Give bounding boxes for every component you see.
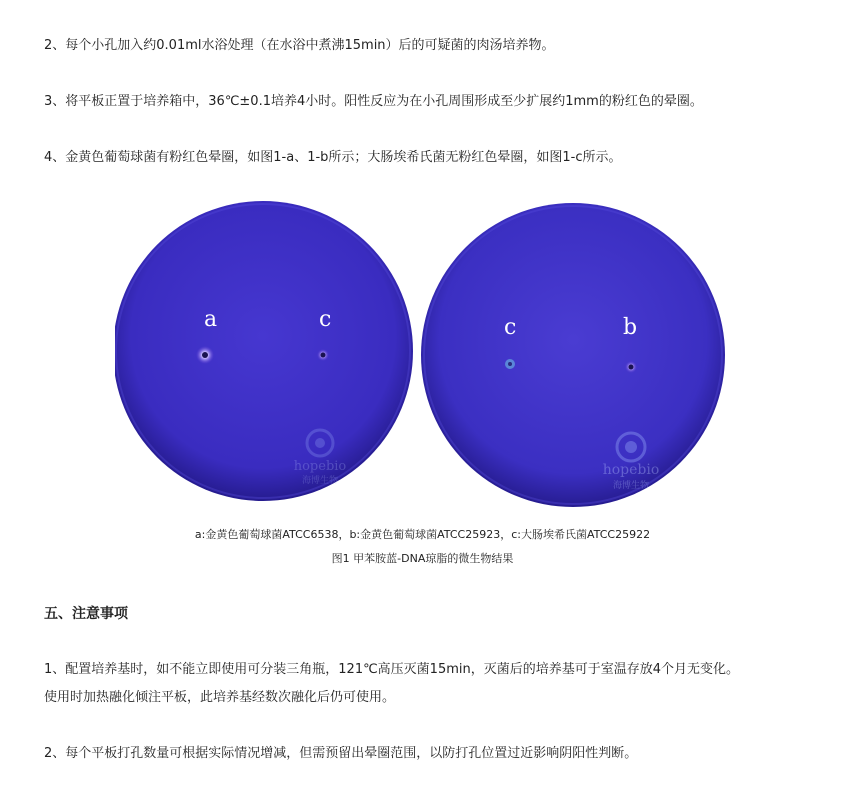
watermark-sub-left: 海博生物 [301,476,339,486]
petri-dish-figure [115,198,735,510]
label-a: a [204,307,218,332]
note-2-text: 2、每个平板打孔数量可根据实际情况增减，但需预留出晕圈范围，以防打孔位置过近影响阴阳性判断。 [44,746,638,761]
colony-b [629,365,634,370]
watermark-sub: 海博生物 [612,481,650,491]
note-1-line-2: 使用时加热融化倾注平板，此培养基经数次融化后仍可使用。 [44,690,396,705]
note-1-line-1: 1、配置培养基时，如不能立即使用可分装三角瓶，121℃高压灭菌15min，灭菌后的培养基可于室温存放4个月无变化。 [44,662,740,677]
label-b: b [623,315,638,340]
step-3-text: 3、将平板正置于培养箱中，36℃±0.1培养4小时。阳性反应为在小孔周围形成至少扩展约1mm的粉红色的晕圈。 [44,94,703,109]
label-c-left: c [319,307,332,332]
right-petri-dish [421,203,725,507]
watermark-brand-left: hopebio [293,459,347,474]
colony-c-left [321,353,326,358]
colony-a [202,352,208,358]
section-5-title: 五、注意事项 [44,606,128,622]
figure-caption-title: 图1 甲苯胺蓝-DNA琼脂的微生物结果 [331,552,514,565]
left-petri-dish [115,201,413,501]
figure-caption-legend: a:金黄色葡萄球菌ATCC6538，b:金黄色葡萄球菌ATCC25923，c:大肠埃希氏菌ATCC25922 [194,528,651,541]
watermark-brand: hopebio [602,462,660,478]
step-4-text: 4、金黄色葡萄球菌有粉红色晕圈，如图1-a、1-b所示；大肠埃希氏菌无粉红色晕圈，如图1-c所示。 [44,150,622,165]
right-plate-disc [421,203,725,507]
label-c-right: c [504,315,517,340]
step-2-text: 2、每个小孔加入约0.01ml水浴处理（在水浴中煮沸15min）后的可疑菌的肉汤培养物。 [44,38,555,53]
petri-dish-photo [115,198,735,510]
